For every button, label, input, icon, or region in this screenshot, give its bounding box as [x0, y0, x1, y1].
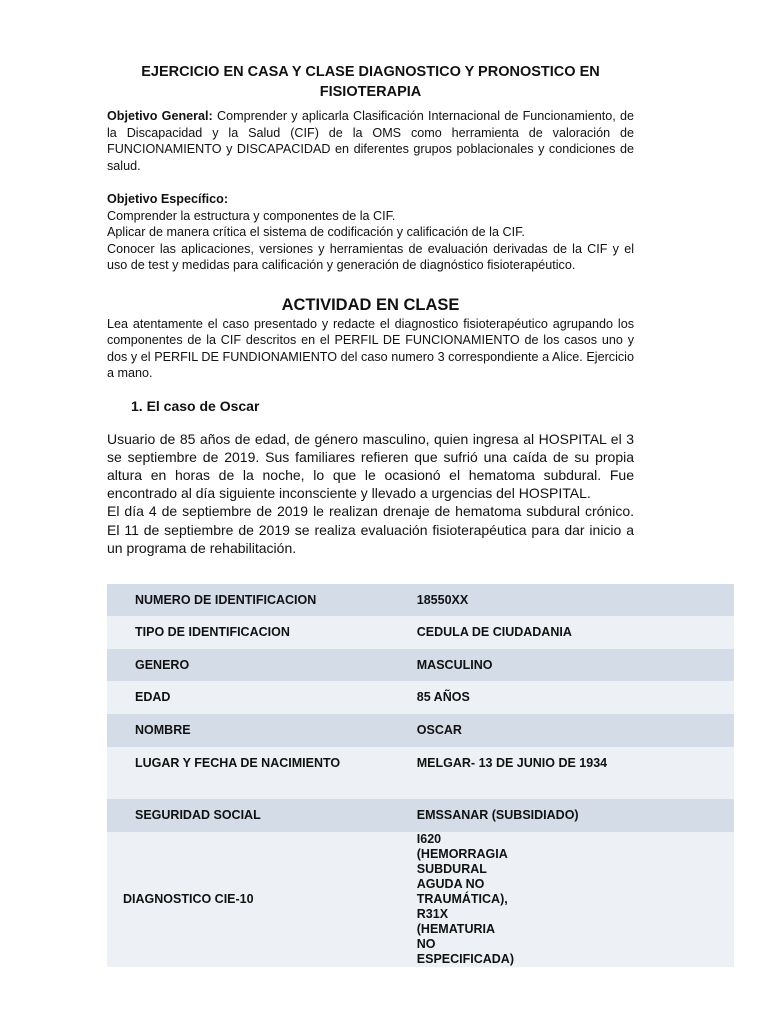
table-cell-value: MASCULINO: [390, 649, 734, 681]
objetivo-especifico-label-text: Objetivo Específico:: [107, 192, 229, 206]
patient-info-table: [107, 584, 734, 967]
table-row: [107, 799, 734, 832]
objetivo-especifico-label: [107, 191, 634, 208]
objetivo-especifico: [107, 191, 634, 274]
table-cell-label: EDAD: [107, 681, 390, 714]
document-title-line-1: EJERCICIO EN CASA Y CLASE DIAGNOSTICO Y PRONOSTICO EN: [141, 64, 600, 80]
document-title-line-2: FISIOTERAPIA: [319, 84, 422, 100]
objetivo-general: [107, 108, 634, 174]
table-cell-label: TIPO DE IDENTIFICACION: [107, 616, 390, 649]
objetivo-general-label: Objetivo General:: [107, 109, 213, 123]
table-cell-label: SEGURIDAD SOCIAL: [107, 799, 390, 832]
case-narrative-paragraph: Usuario de 85 años de edad, de género masculino, quien ingresa al HOSPITAL el 3 se septiembre de 2019. Sus familiares refieren que sufrió una caída de su propia altura en horas de la noche, lo que le ocasionó el hematoma subdural. Fue encontrado al día siguiente inconsciente y llevado a urgencias del HOSPITAL.: [107, 430, 634, 502]
spacer: [107, 174, 634, 191]
case-heading: 1. El caso de Oscar: [131, 397, 260, 414]
table-cell-value: 18550XX: [390, 584, 734, 616]
table-cell-value: 85 AÑOS: [390, 681, 734, 714]
table-cell-value: CEDULA DE CIUDADANIA: [390, 616, 734, 649]
table-row: [107, 681, 734, 714]
table-cell-label: LUGAR Y FECHA DE NACIMIENTO: [107, 747, 390, 799]
document-page: [107, 62, 634, 557]
table-cell-value: OSCAR: [390, 714, 734, 747]
objetivo-especifico-item: Aplicar de manera crítica el sistema de codificación y calificación de la CIF.: [107, 225, 525, 239]
document-title: [107, 62, 634, 102]
table-cell-value: I620 (HEMORRAGIA SUBDURAL AGUDA NO TRAUMÁTICA), R31X (HEMATURIA NO ESPECIFICADA): [390, 832, 734, 967]
actividad-title: ACTIVIDAD EN CLASE: [281, 295, 460, 314]
table-row: [107, 649, 734, 681]
case-narrative-paragraph: El día 4 de septiembre de 2019 le realizan drenaje de hematoma subdural crónico. El 11 de septiembre de 2019 se realiza evaluación fisioterapéutica para dar inicio a un programa de rehabilitación.: [107, 503, 634, 556]
case-narrative: [107, 430, 634, 557]
table-cell-label: DIAGNOSTICO CIE-10: [107, 832, 390, 967]
table-row: [107, 714, 734, 747]
table-row: [107, 584, 734, 616]
table-cell-label: GENERO: [107, 649, 390, 681]
objetivo-especifico-item: Conocer las aplicaciones, versiones y herramientas de evaluación derivadas de la CIF y el uso de test y medidas para calificación y generación de diagnóstico fisioterapéutico.: [107, 241, 634, 272]
table-cell-value: MELGAR- 13 DE JUNIO DE 1934: [390, 747, 734, 799]
table-cell-value: EMSSANAR (SUBSIDIADO): [390, 799, 734, 832]
table-row: [107, 832, 734, 967]
objetivo-especifico-item: Comprender la estructura y componentes de la CIF.: [107, 208, 396, 223]
table-row: [107, 616, 734, 649]
table-cell-label: NOMBRE: [107, 714, 390, 747]
actividad-text: Lea atentamente el caso presentado y redacte el diagnostico fisioterapéutico agrupando los componentes de la CIF descritos en el PERFIL DE FUNCIONAMIENTO de los casos uno y dos y el PERFIL DE FUNDIONAMIENTO del caso numero 3 correspondiente a Alice. Ejercicio a mano.: [107, 316, 634, 380]
table-row: [107, 747, 734, 799]
table-cell-label: NUMERO DE IDENTIFICACION: [107, 584, 390, 616]
objetivo-general-text: Comprender y aplicarla Clasificación Internacional de Funcionamiento, de la Discapacidad y la Salud (CIF) de la OMS como herramienta de valoración de FUNCIONAMIENTO y DISCAPACIDAD en diferentes grupos poblacionales y condiciones de salud.: [107, 109, 634, 173]
